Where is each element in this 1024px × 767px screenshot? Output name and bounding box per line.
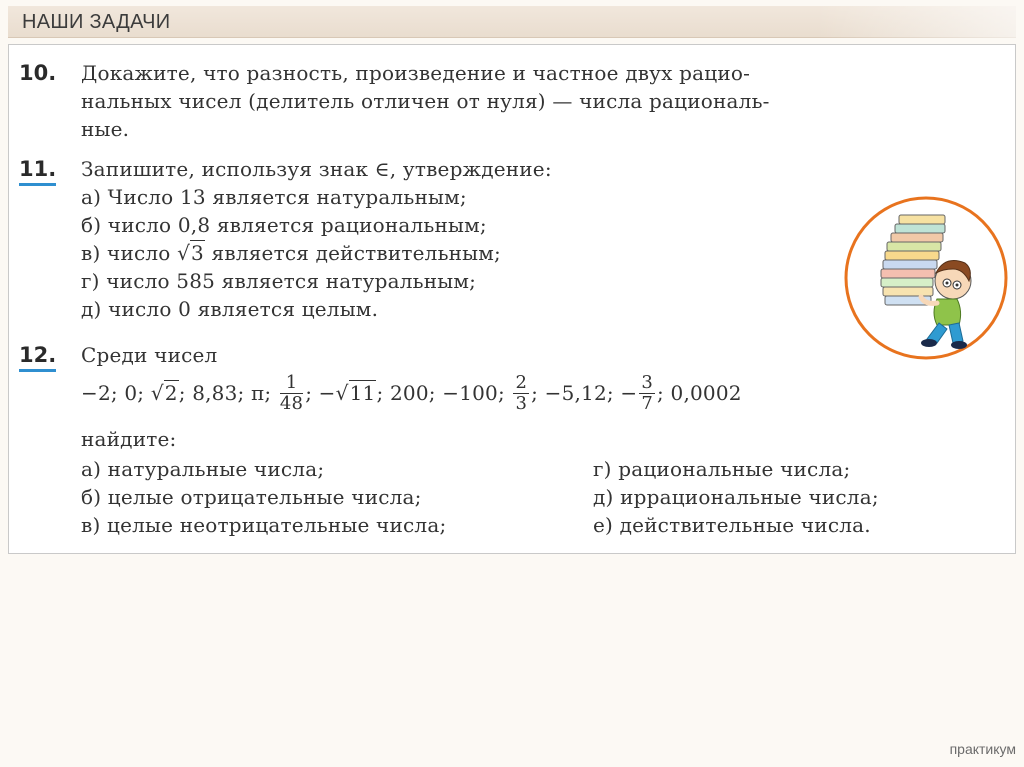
task-10-line-1: Докажите, что разность, произведение и частное двух рацио- <box>81 61 751 85</box>
task-11-item-g: г) число 585 является натуральным; <box>81 269 477 293</box>
sqrt-11: √11 <box>335 381 376 405</box>
fraction-3-7-numerator: 3 <box>641 371 654 393</box>
sqrt-3: √3 <box>177 241 204 265</box>
sqrt-3-radicand: 3 <box>191 241 204 265</box>
task-12-left-a: а) натуральные числа; <box>81 457 325 481</box>
numbers-part-6: ; 0,0002 <box>657 381 742 405</box>
task-sheet <box>8 44 1016 554</box>
fraction-2-3-numerator: 2 <box>515 371 528 393</box>
task-10-line-2: нальных чисел (делитель отличен от нуля) — числа рациональ- <box>81 89 770 113</box>
page-title: НАШИ ЗАДАЧИ <box>22 11 171 33</box>
task-12-find: найдите: <box>81 427 177 451</box>
fraction-2-3 <box>513 371 529 414</box>
sqrt-11-radicand: 11 <box>349 381 376 405</box>
title-bar <box>8 6 1016 38</box>
fraction-2-3-denominator: 3 <box>515 392 528 414</box>
numbers-part-3: ; − <box>305 381 336 405</box>
task-11-item-v <box>81 241 501 265</box>
sqrt-2-radicand: 2 <box>164 381 178 405</box>
task-12-number: 12. <box>19 343 57 367</box>
task-12-right-d: д) иррациональные числа; <box>593 485 879 509</box>
task-10-number: 10. <box>19 61 57 85</box>
task-11-item-v-end: является действительным; <box>211 241 501 265</box>
fraction-1-48-numerator: 1 <box>280 374 303 394</box>
task-12-right-g: г) рациональные числа; <box>593 457 851 481</box>
task-11-item-v-start: в) число <box>81 241 171 265</box>
sqrt-2: √2 <box>150 381 178 405</box>
fraction-1-48 <box>279 371 304 414</box>
fraction-1-48-denominator: 48 <box>279 392 304 414</box>
task-12-left-v: в) целые неотрицательные числа; <box>81 513 447 537</box>
task-11-intro: Запишите, используя знак ∈, утверждение: <box>81 157 552 181</box>
task-11-item-a: а) Число 13 является натуральным; <box>81 185 467 209</box>
task-10-line-3: ные. <box>81 117 130 141</box>
fraction-3-7 <box>639 371 655 414</box>
numbers-part-4: ; 200; −100; <box>376 381 505 405</box>
boy-carrying-books-icon <box>841 193 1011 363</box>
task-12-number-list <box>81 369 742 417</box>
task-12-intro: Среди чисел <box>81 343 218 367</box>
numbers-part-1: −2; 0; <box>81 381 145 405</box>
task-11-item-d: д) число 0 является целым. <box>81 297 379 321</box>
task-12-left-b: б) целые отрицательные числа; <box>81 485 422 509</box>
fraction-3-7-denominator: 7 <box>641 392 654 414</box>
numbers-part-5: ; −5,12; − <box>531 381 638 405</box>
task-11-item-b: б) число 0,8 является рациональным; <box>81 213 487 237</box>
task-11-number: 11. <box>19 157 57 181</box>
footer-label: практикум <box>949 741 1016 757</box>
numbers-part-2: ; 8,83; π; <box>178 381 272 405</box>
title-bar-gloss <box>816 6 1016 38</box>
task-12-right-e: е) действительные числа. <box>593 513 871 537</box>
